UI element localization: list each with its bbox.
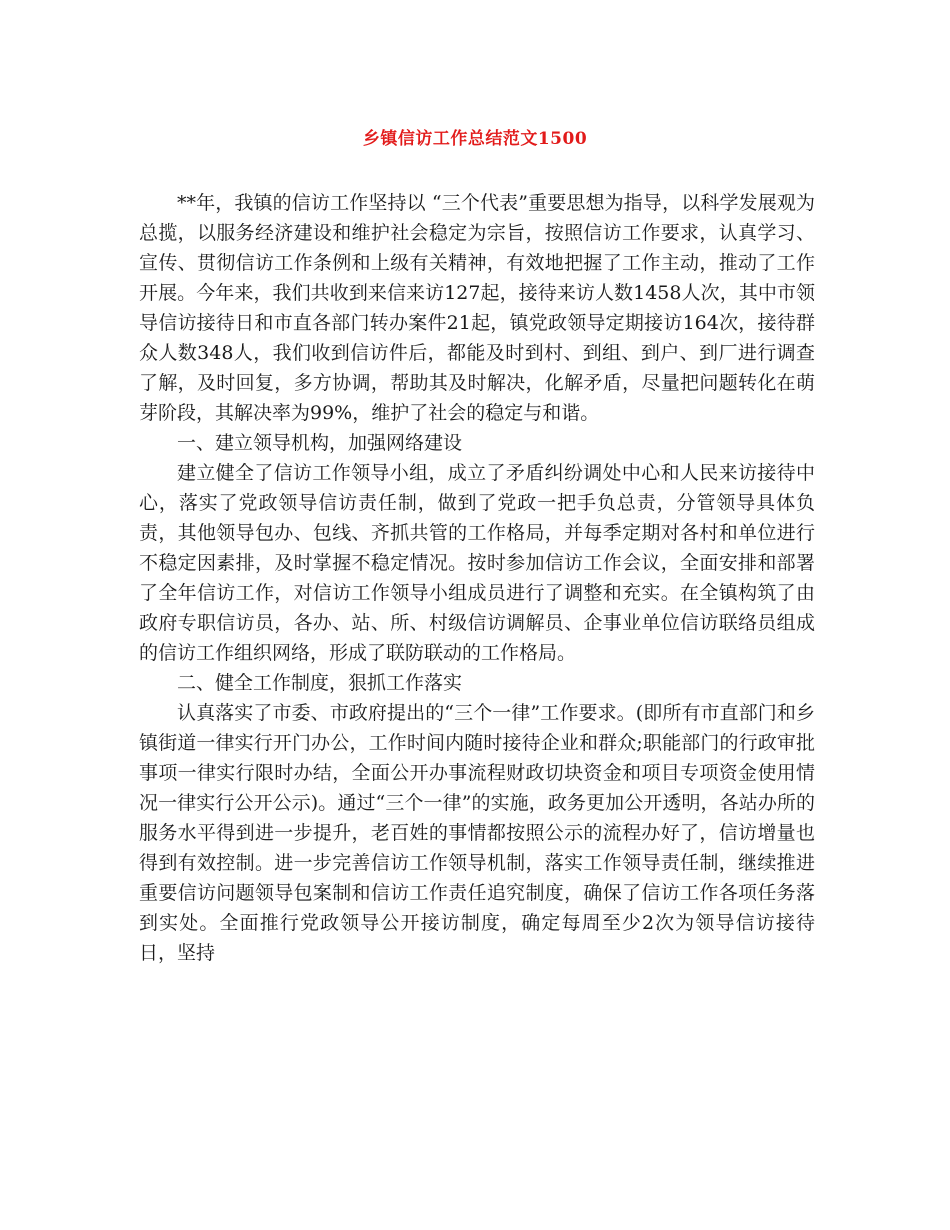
document-title: 乡镇信访工作总结范文1500 [362,129,588,149]
document-body [139,188,815,968]
intro-paragraph: **年，我镇的信访工作坚持以 “三个代表”重要思想为指导，以科学发展观为总揽，以服务经济建设和维护社会稳定为宗旨，按照信访工作要求，认真学习、宣传、贯彻信访工作条例和上级有关精神，有效地把握了工作主动，推动了工作开展。今年来，我们共收到来信来访127起，接待来访人数1458人次，其中市领导信访接待日和市直各部门转办案件21起，镇党政领导定期接访164次，接待群众人数348人，我们收到信访件后，都能及时到村、到组、到户、到厂进行调查了解，及时回复，多方协调，帮助其及时解决，化解矛盾，尽量把问题转化在萌芽阶段，其解决率为99%，维护了社会的稳定与和谐。 [139,192,815,424]
section-heading-2: 二、健全工作制度，狠抓工作落实 [177,672,463,694]
section-heading-1: 一、建立领导机构，加强网络建设 [177,432,463,454]
section-2-paragraph: 认真落实了市委、市政府提出的“三个一律”工作要求。(即所有市直部门和乡镇街道一律实行开门办公，工作时间内随时接待企业和群众;职能部门的行政审批事项一律实行限时办结，全面公开办事流程财政切块资金和项目专项资金使用情况一律实行公开公示)。通过“三个一律”的实施，政务更加公开透明，各站办所的服务水平得到进一步提升，老百姓的事情都按照公示的流程办好了，信访增量也得到有效控制。进一步完善信访工作领导机制，落实工作领导责任制，继续推进重要信访问题领导包案制和信访工作责任追究制度，确保了信访工作各项任务落到实处。全面推行党政领导公开接访制度，确定每周至少2次为领导信访接待日，坚持 [139,702,815,964]
section-1-paragraph: 建立健全了信访工作领导小组，成立了矛盾纠纷调处中心和人民来访接待中心，落实了党政领导信访责任制，做到了党政一把手负总责，分管领导具体负责，其他领导包办、包线、齐抓共管的工作格局，并每季定期对各村和单位进行不稳定因素排，及时掌握不稳定情况。按时参加信访工作会议，全面安排和部署了全年信访工作，对信访工作领导小组成员进行了调整和充实。在全镇构筑了由政府专职信访员，各办、站、所、村级信访调解员、企事业单位信访联络员组成的信访工作组织网络，形成了联防联动的工作格局。 [139,462,815,664]
